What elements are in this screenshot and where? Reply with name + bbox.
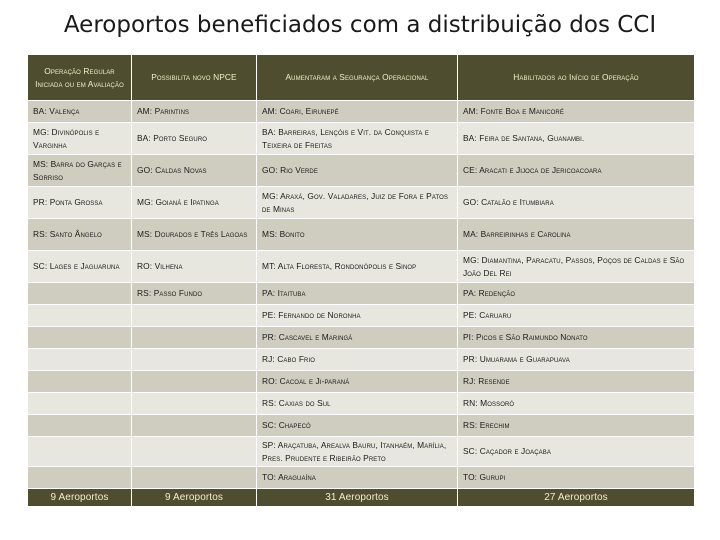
table-cell: RN: Mossoró (458, 393, 695, 415)
table-cell: GO: Rio Verde (257, 155, 458, 187)
table-row (28, 371, 695, 393)
table-row (28, 123, 695, 155)
header-habilitados: Habilitados ao Início de Operação (458, 55, 695, 101)
table-cell: AM: Parintins (132, 101, 257, 123)
page-title: Aeroportos beneficiados com a distribuição dos CCI (63, 12, 657, 38)
table-cell: PA: Redenção (458, 283, 695, 305)
table-cell: BA: Barreiras, Lençóis e Vit. da Conquista e Teixeira de Freitas (257, 123, 458, 155)
table-cell: MA: Barreirinhas e Carolina (458, 219, 695, 251)
table-cell: TO: Araguaína (257, 467, 458, 489)
table-cell: SP: Araçatuba, Arealva Bauru, Itanhaém, Marília, Pres. Prudente e Ribeirão Preto (257, 437, 458, 467)
table-row (28, 305, 695, 327)
table-cell: MG: Araxá, Gov. Valadares, Juiz de Fora e Patos de Minas (257, 187, 458, 219)
table-cell (28, 371, 132, 393)
table-cell: RS: Caxias do Sul (257, 393, 458, 415)
table-row (28, 219, 695, 251)
table-row (28, 327, 695, 349)
table-cell (28, 415, 132, 437)
table-cell: RO: Cacoal e Ji-paraná (257, 371, 458, 393)
total-cell: 9 Aeroportos (132, 489, 257, 507)
table-body (28, 101, 695, 489)
table-cell: RS: Santo Ângelo (28, 219, 132, 251)
table-cell (28, 393, 132, 415)
header-operacao-regular: Operação Regular Iniciada ou em Avaliação (28, 55, 132, 101)
table-cell: PR: Umuarama e Guarapuava (458, 349, 695, 371)
table-row (28, 101, 695, 123)
table-row (28, 393, 695, 415)
table-cell: MT: Alta Floresta, Rondonópolis e Sinop (257, 251, 458, 283)
table-cell: MS: Barra do Garças e Sorriso (28, 155, 132, 187)
table-cell: RJ: Resende (458, 371, 695, 393)
table-cell (28, 437, 132, 467)
total-cell: 31 Aeroportos (257, 489, 458, 507)
table-cell: MS: Bonito (257, 219, 458, 251)
airports-table (27, 54, 695, 507)
table-cell: PI: Picos e São Raimundo Nonato (458, 327, 695, 349)
total-cell: 9 Aeroportos (28, 489, 132, 507)
table-row (28, 187, 695, 219)
table-cell: BA: Porto Seguro (132, 123, 257, 155)
table-row (28, 349, 695, 371)
table-cell (132, 305, 257, 327)
table-cell: PA: Itaituba (257, 283, 458, 305)
table-cell (132, 415, 257, 437)
table-row (28, 415, 695, 437)
table-cell: AM: Coari, Eirunepé (257, 101, 458, 123)
table-cell (28, 467, 132, 489)
table-cell: BA: Feira de Santana, Guanambi. (458, 123, 695, 155)
table-cell: GO: Catalão e Itumbiara (458, 187, 695, 219)
table-cell: MG: Goianá e Ipatinga (132, 187, 257, 219)
table-cell (28, 349, 132, 371)
total-cell: 27 Aeroportos (458, 489, 695, 507)
table-cell: RO: Vilhena (132, 251, 257, 283)
header-seguranca-operacional: Aumentaram a Segurança Operacional (257, 55, 458, 101)
table-row (28, 251, 695, 283)
table-cell: SC: Chapecó (257, 415, 458, 437)
table-cell: PR: Cascavel e Maringá (257, 327, 458, 349)
table-cell (132, 393, 257, 415)
header-novo-npce: Possibilita novo NPCE (132, 55, 257, 101)
table-row (28, 283, 695, 305)
totals-row (28, 489, 695, 507)
table-cell (132, 349, 257, 371)
table-cell (132, 371, 257, 393)
table-cell: SC: Caçador e Joaçaba (458, 437, 695, 467)
table-cell: PE: Caruaru (458, 305, 695, 327)
table-cell: TO: Gurupi (458, 467, 695, 489)
table-row (28, 155, 695, 187)
table-cell: CE: Aracati e Jijoca de Jericoacoara (458, 155, 695, 187)
table-cell: RS: Erechim (458, 415, 695, 437)
table-cell (132, 437, 257, 467)
table-cell: GO: Caldas Novas (132, 155, 257, 187)
table-row (28, 467, 695, 489)
table-cell: RJ: Cabo Frio (257, 349, 458, 371)
table-cell: PE: Fernando de Noronha (257, 305, 458, 327)
table-cell: MS: Dourados e Três Lagoas (132, 219, 257, 251)
table-cell: MG: Diamantina, Paracatu, Passos, Poços de Caldas e São João Del Rei (458, 251, 695, 283)
table-cell (28, 327, 132, 349)
table-cell: AM: Fonte Boa e Manicoré (458, 101, 695, 123)
table-cell: MG: Divinópolis e Varginha (28, 123, 132, 155)
table-row (28, 437, 695, 467)
table-cell (28, 305, 132, 327)
table-cell (132, 327, 257, 349)
table-cell: PR: Ponta Grossa (28, 187, 132, 219)
header-row (28, 55, 695, 101)
table-cell: BA: Valença (28, 101, 132, 123)
table-cell: RS: Passo Fundo (132, 283, 257, 305)
table-cell (132, 467, 257, 489)
table-cell (28, 283, 132, 305)
table-cell: SC: Lages e Jaguaruna (28, 251, 132, 283)
